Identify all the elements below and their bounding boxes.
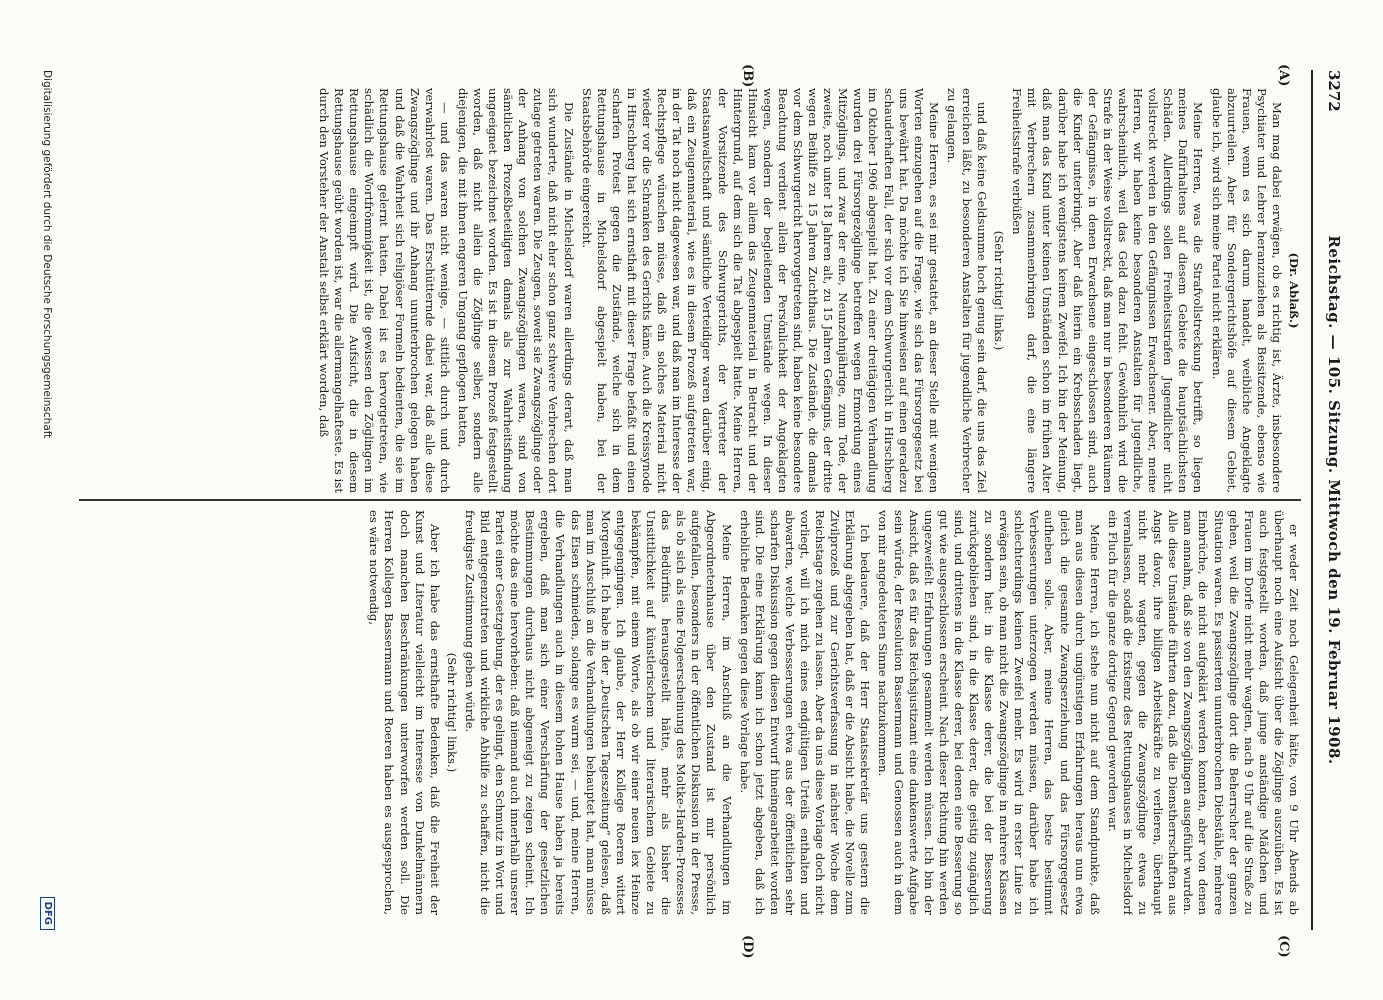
right-column (76, 510, 1301, 915)
margin-marker-c: (C) (1276, 935, 1291, 958)
header-rule (1311, 70, 1313, 930)
digitization-credit (40, 70, 55, 930)
page-title: Reichstag. — 105. Sitzung. Mittwoch den 19. Februar 1908. (1325, 235, 1343, 765)
paragraph: Ich bedauere, daß der Herr Staatssekretär uns gestern die Erklärung abgegeben hat, daß er die Absicht habe, die Novelle zum Zivilprozeß und zur Gerichtsverfassung in nächster Woche dem Reichstage zugehen zu lassen. Aber da uns diese Vorlage doch nicht vorliegt, will ich mich eines endgültigen Urteils enthalten und abwarten, welche Verbesserungen etwa aus der öffentlichen sehr scharfen Diskussion gegen diesen Entwurf hineingearbeitet worden sind. Die eine Erklärung kann ich schon jetzt abgeben, daß ich erhebliche Bedenken gegen diese Vorlage habe. (737, 510, 873, 915)
left-column (76, 88, 1301, 493)
credit-text: Digitalisierung gefördert durch die Deutsche Forschungsgemeinschaft (41, 70, 54, 439)
paragraph: Die Zustände in Michelsdorf waren allerdings derart, daß man sich wunderte, daß nicht eher schon ganz schwere Verbrechen dort zutage getreten waren. Die Zeugen, soweit sie Zwangszöglinge oder der Anhang von solchen Zwangszöglingen waren, sind von sämtlichen Prozeßbeteiligten damals als zur Wahrheitsfindung ungeeignet bezeichnet worden. Es ist in diesem Prozeß festgestellt worden, daß nicht allein die Zöglinge selber, sondern alle diejenigen, die mit ihnen engeren Umgang gepflogen hatten, (455, 88, 576, 493)
page-header (1313, 70, 1343, 930)
margin-marker-b: (B) (740, 64, 755, 88)
paragraph: Meine Herren, es sei mir gestattet, an dieser Stelle mit wenigen Worten einzugehen auf die Frage, wie sich das Fürsorgegesetz bei uns bewährt hat. Da möchte ich Sie hinweisen auf einen geradezu schauderhaften Fall, der sich vor dem Schwurgericht in Hirschberg im Oktober 1906 abgespielt hat. Zu einer dreitägigen Verhandlung wurden drei Fürsorgezöglinge betroffen wegen Ermordung eines Mitzöglings, und zwar der eine, Neunzehnjährige, zum Tode, der zweite, noch unter 18 Jahren alt, zu 15 Jahren Gefängnis, der dritte wegen Beihilfe zu 15 Jahren Zuchthaus. Die Zustände, die damals vor dem Schwurgericht hervorgetreten sind, haben keine besondere Beachtung verdient allein der Persönlichkeit der Angeklagten wegen, sondern der begleitenden Umstände wegen. In dieser Hinsicht kam vor allem das Zeugenmaterial in Betracht und der Hintergrund, auf dem sich die Tat abgespielt hatte. Meine Herren, der Vorsitzende des Schwurgerichts, der Vertreter der Staatsanwaltschaft und sämtliche Verteidiger waren darüber einig, daß ein Zeugenmaterial, wie es in diesem Prozeß aufgetreten war, in der Tat noch nicht dagewesen war, und daß man im Interesse der Rechtspflege wünschen müsse, daß ein solches Material nicht wieder vor die Schranken des Gerichts käme. Auch die Kreissynode in Hirschberg hat sich ernsthaft mit dieser Frage befaßt und einen scharfen Protest gegen die Zustände, welche sich in dem Rettungshause in Michelsdorf abgespielt haben, bei der Staatsbehörde eingereicht. (579, 88, 941, 493)
paragraph: Meine Herren, ich stehe nun nicht auf dem Standpunkte, daß man aus diesen durch ungünstigen Erfahrungen heraus nun etwa gleich die gesamte Zwangserziehung und das Fürsorgegesetz aufheben solle. Aber, meine Herren, das beste bestimmt Verbesserungen unterzogen werden müssen, darüber habe ich schlechterdings keinen Zweifel mehr. Es wird in erster Linie zu erwägen sein, ob man nicht die Zwangszöglinge in mehrere Klassen zu sondern hat: in die Klasse derer, die bei der Besserung zurückgeblieben sind, in die Klasse derer, die geistig zugänglich sind, und drittens in die Klasse derer, bei denen eine Besserung so gut wie ausgeschlossen erscheint. Nach dieser Richtung hin werden ungezweifelt Erfahrungen gesammelt werden müssen. Ich bin der Ansicht, daß es für das Reichsjustizamt eine dankenswerte Aufgabe sein würde, der Resolution Bassermann und Genossen auch in dem von mir angedeuteten Sinne nachzukommen. (876, 510, 1102, 915)
paragraph: Man mag dabei erwägen, ob es richtig ist, Ärzte, insbesondere Psychiater und Lehrer heranzuziehen als Beisitzende, ebenso wie Frauen, wenn es sich darum handelt, weibliche Angeklagte abzuurteilen. Aber für Sondergerichtshöfe auf diesem Gebiet, glaube ich, wird sich meine Partei nicht erklären. (1209, 88, 1284, 493)
paragraph: Meine Herren, im Anschluß an die Verhandlungen im Abgeordnetenhause über den Zustand ist mir persönlich aufgefallen, besonders in der öffentlichen Diskussion in der Presse, als ob sich als eine Folgeerscheinung des Moltke-Harden-Prozesses das Bedürfnis herausgestellt hätte, mehr als bisher die Unsittlichkeit auf künstlerischem und literarischem Gebiete zu bekämpfen, mit einem Worte, als ob wir einer neuen lex Heinze entgegengingen. Ich glaube, der Herr Kollege Roeren wittert Morgenluft. Ich habe in der „Deutschen Tageszeitung“ gelesen, daß man im Anschluß an die Verhandlungen behauptet hat, man müsse das Eisen schmieden, solange es warm sei, — und, meine Herren, die Verhandlungen auch in diesem hohen Hause haben ja bereits ergeben, daß man sich einer Verschärfung der gesetzlichen Bestimmungen durchaus nicht abgeneigt zu zeigen scheint. Ich möchte das eine hervorheben: daß niemand auch innerhalb unserer Partei einer Gesetzgebung, der es gelingt, den Schmutz in Wort und Bild entgegenzutreten und wirkliche Abhilfe zu schaffen, nicht die freudigste Zustimmung geben würde. (462, 510, 734, 915)
paragraph: Meine Herren, was die Strafvollstreckung betrifft, so liegen meines Dafürhaltens auf diesem Gebiete die hauptsächlichsten Schäden. Allerdings sollen Freiheitsstrafen Jugendlicher nicht vollstreckt werden in den Gefängnissen Erwachsener. Aber, meine Herren, wir haben keine besonderen Anstalten für Jugendliche, wahrscheinlich, weil das Geld dazu fehlt. Gewöhnlich wird die Strafe in der Weise vollstreckt, daß man nur in besonderen Räumen der Gefängnisse, in denen Erwachsene eingeschlossen sind, auch die Kinder unterbringt. Aber daß hierin ein Krebsschaden liegt, darüber habe ich wenigstens keinen Zweifel. Ich bin der Meinung, daß man das Kind unter keinen Umständen schon im frühen Alter mit Verbrechern zusammenbringen darf, die eine längere Freiheitsstrafe verbüßen (1010, 88, 1206, 493)
paragraph: und daß keine Geldsumme hoch genug sein darf, die uns das Ziel erreichen läßt, zu besonderen Anstalten für jugendliche Verbrecher zu gelangen. (944, 88, 990, 493)
margin-marker-d: (D) (740, 935, 755, 959)
margin-marker-a: (A) (1276, 64, 1291, 87)
interjection: (Sehr richtig! links.) (992, 230, 1007, 351)
dfg-logo: DFG (40, 897, 55, 930)
paragraph: Aber ich habe das ernsthafte Bedenken, daß die Freiheit der Kunst und Literatur vielleicht im Interesse von Dunkelmännern doch manchen Beschränkungen unterworfen werden soll. Die Herren Kollegen Bassermann und Roeren haben es ausgesprochen, es wäre notwendig, (367, 510, 442, 915)
interjection: (Sehr richtig! links.) (444, 652, 459, 773)
speaker-label: (Dr. Ablaß.) (1287, 252, 1301, 329)
paragraph: — und das waren nicht wenige, — sittlich durch und durch verwahrlost waren. Das Erschütternde dabei war, daß alle diese Zwangszöglinge und ihr Anhang ununterbrochen gelogen haben und daß die Wahrheit sich religiöser Formeln bedienten, die sie im Rettungshause gelernt hatten. Dabei ist es hervorgetreten, wie schädlich die Wortfrömmigkeit ist, die gewissen den Zöglingen im Rettungshause eingeimpft wird. Die Aufsicht, die in diesem Rettungshause geübt worden ist, war die allermangelhafteste. Es ist durch den Vorsteher der Anstalt selbst erklärt worden, daß (317, 88, 452, 493)
paragraph: er weder Zeit noch Gelegenheit hätte, von 9 Uhr Abends ab überhaupt noch eine Aufsicht über die Zöglinge auszuüben. Es ist auch festgestellt worden, daß junge anständige Mädchen und Frauen im Dorfe nicht mehr wagten, nach 9 Uhr auf die Straße zu gehen, weil die Zwangszöglinge dort die Beherrscher der ganzen Situation waren. Es passierten ununterbrochen Diebstähle, mehrere Einbrüche, die nicht aufgeklärt werden konnten, aber von denen man annahm, daß sie von den Zwangszöglingen ausgeführt wurden. Alle diese Umstände führten dazu, daß die Dienstherrschaften aus Angst davor, ihre billigen Arbeitskräfte zu verlieren, überhaupt nicht mehr wagten, gegen die Zwangszöglinge etwas zu veranlassen, sodaß die Existenz des Rettungshauses in Michelsdorf ein Fluch für die ganze dortige Gegend geworden war. (1105, 510, 1301, 915)
column-divider (79, 499, 1301, 501)
page-number: 3272 (1325, 70, 1343, 112)
